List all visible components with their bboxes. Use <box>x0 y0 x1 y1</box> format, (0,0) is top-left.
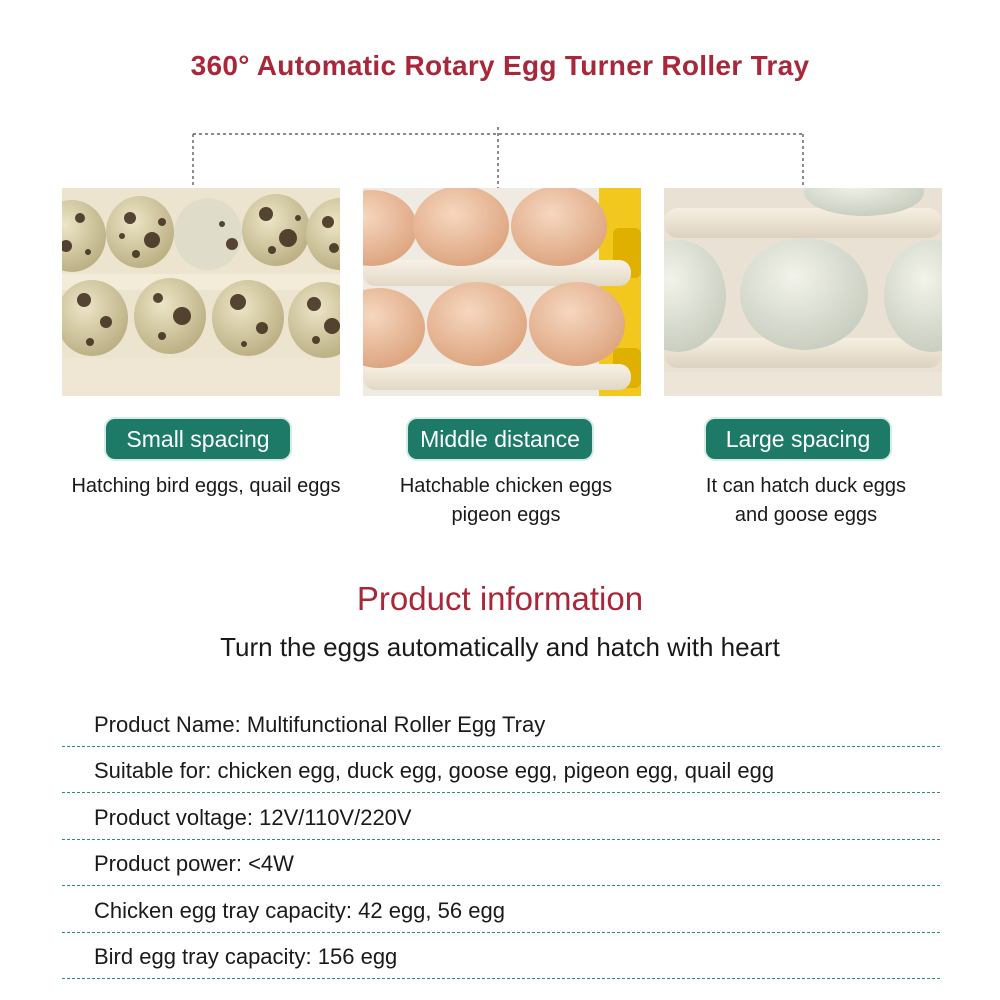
small-spacing-badge: Small spacing <box>106 419 290 459</box>
info-row-voltage: Product voltage: 12V/110V/220V <box>62 793 940 840</box>
middle-distance-caption: Hatchable chicken eggs pigeon eggs <box>399 475 613 526</box>
quail-eggs-photo <box>62 188 340 396</box>
page-title: 360° Automatic Rotary Egg Turner Roller Tray <box>190 50 810 81</box>
large-spacing-badge: Large spacing <box>706 419 890 459</box>
large-spacing-caption: It can hatch duck eggs and goose eggs <box>705 475 907 526</box>
info-row-bird-capacity: Bird egg tray capacity: 156 egg <box>62 933 940 980</box>
duck-goose-eggs-photo <box>664 188 942 396</box>
info-row-suitable-for: Suitable for: chicken egg, duck egg, goose egg, pigeon egg, quail egg <box>62 747 940 794</box>
small-spacing-caption: Hatching bird eggs, quail eggs <box>71 475 341 497</box>
product-information-heading: Product information <box>356 580 644 617</box>
info-row-power: Product power: <4W <box>62 840 940 887</box>
info-row-chicken-capacity: Chicken egg tray capacity: 42 egg, 56 egg <box>62 886 940 933</box>
product-info-list <box>62 700 940 979</box>
middle-distance-badge: Middle distance <box>408 419 592 459</box>
chicken-eggs-photo <box>363 188 641 396</box>
dotted-connector <box>0 0 1000 200</box>
product-tagline: Turn the eggs automatically and hatch with heart <box>220 632 780 662</box>
info-row-product-name: Product Name: Multifunctional Roller Egg Tray <box>62 700 940 747</box>
